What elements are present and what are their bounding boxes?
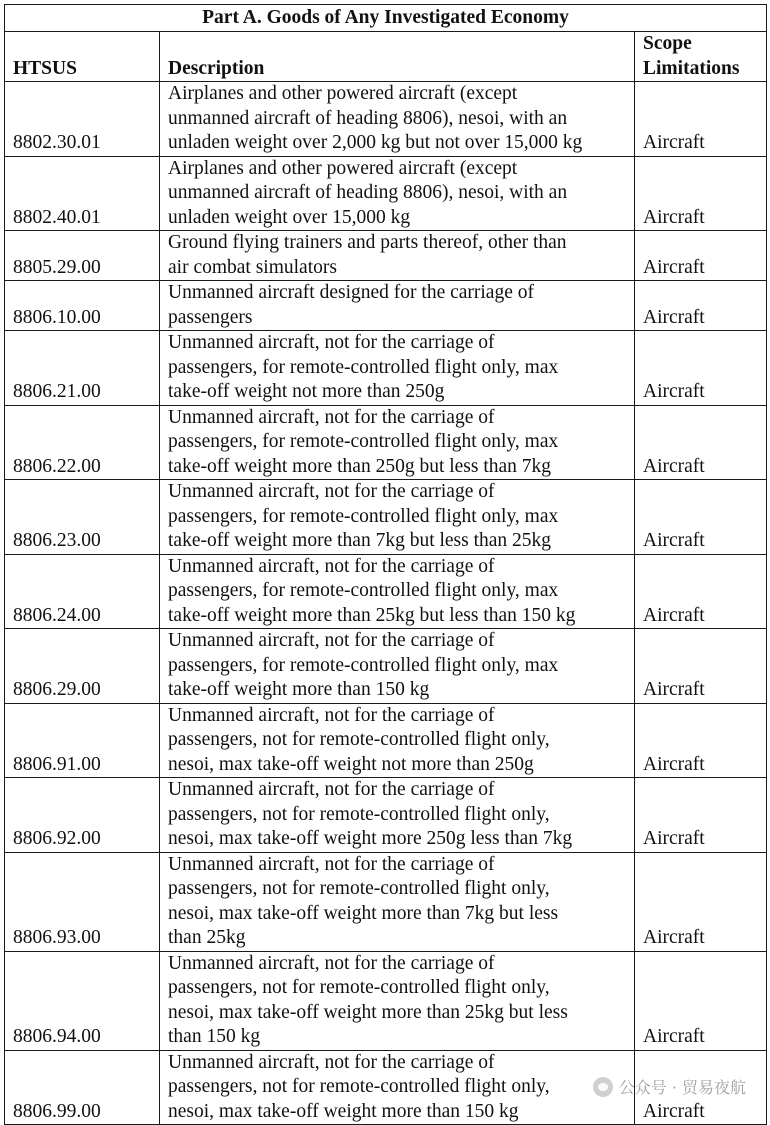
description-line: passengers, not for remote-controlled flight only, <box>168 878 550 899</box>
description-cell <box>160 778 635 853</box>
htsus-code: 8806.29.00 <box>5 629 160 704</box>
htsus-code: 8802.30.01 <box>5 82 160 157</box>
table-row <box>5 331 767 406</box>
description-line: passengers, for remote-controlled flight only, max <box>168 654 559 676</box>
description-line: Unmanned aircraft, not for the carriage of <box>168 853 495 875</box>
table-title: Part A. Goods of Any Investigated Economy <box>5 5 767 32</box>
description-line: Unmanned aircraft, not for the carriage of <box>168 1051 495 1073</box>
scope-limitation: Aircraft <box>635 156 767 231</box>
table-row <box>5 778 767 853</box>
description-cell <box>160 852 635 951</box>
scope-limitation: Aircraft <box>635 629 767 704</box>
description-cell <box>160 82 635 157</box>
description-cell <box>160 703 635 778</box>
description-line: Unmanned aircraft, not for the carriage of <box>168 555 495 577</box>
htsus-code: 8802.40.01 <box>5 156 160 231</box>
scope-limitation: Aircraft <box>635 852 767 951</box>
description-cell <box>160 156 635 231</box>
table-row <box>5 852 767 951</box>
description-cell <box>160 405 635 480</box>
description-line: nesoi, max take-off weight not more than 250g <box>168 753 534 775</box>
watermark-text: 公众号 · 贸易夜航 <box>618 1078 746 1097</box>
scope-limitation: Aircraft <box>635 703 767 778</box>
htsus-code: 8806.22.00 <box>5 405 160 480</box>
description-line: passengers <box>168 306 253 328</box>
scope-limitation: Aircraft <box>635 231 767 281</box>
description-line: passengers, for remote-controlled flight only, max <box>168 505 559 527</box>
description-line: Unmanned aircraft, not for the carriage of <box>168 952 495 974</box>
document-page <box>4 4 766 1125</box>
description-line: take-off weight more than 25kg but less than 150 kg <box>168 604 576 626</box>
scope-limitation: Aircraft <box>635 480 767 555</box>
htsus-code: 8806.99.00 <box>5 1050 160 1125</box>
wechat-icon <box>593 1077 613 1097</box>
description-line: nesoi, max take-off weight more than 25kg but less <box>168 1001 568 1023</box>
description-line: passengers, not for remote-controlled flight only, <box>168 803 550 825</box>
description-line: passengers, for remote-controlled flight only, max <box>168 580 559 601</box>
description-cell <box>160 1050 635 1125</box>
htsus-code: 8806.93.00 <box>5 852 160 951</box>
htsus-code: 8806.10.00 <box>5 281 160 331</box>
table-header-row <box>5 32 767 82</box>
scope-limitation: Aircraft <box>635 1050 767 1125</box>
description-line: Ground flying trainers and parts thereof, other than <box>168 232 567 253</box>
description-line: nesoi, max take-off weight more 250g less than 7kg <box>168 828 573 849</box>
description-cell <box>160 331 635 406</box>
description-line: passengers, not for remote-controlled flight only, <box>168 729 550 750</box>
description-cell <box>160 629 635 704</box>
description-cell <box>160 281 635 331</box>
htsus-code: 8806.24.00 <box>5 554 160 629</box>
htsus-code: 8805.29.00 <box>5 231 160 281</box>
table-row <box>5 405 767 480</box>
header-scope-limitations <box>635 32 767 82</box>
table-row <box>5 231 767 281</box>
description-line: take-off weight more than 250g but less than 7kg <box>168 455 552 477</box>
description-line: Unmanned aircraft, not for the carriage of <box>168 779 495 800</box>
header-description: Description <box>160 32 635 82</box>
description-line: Unmanned aircraft, not for the carriage of <box>168 406 495 428</box>
scope-limitation: Aircraft <box>635 554 767 629</box>
table-row <box>5 703 767 778</box>
header-scope-line2: Limitations <box>643 57 740 79</box>
description-cell <box>160 480 635 555</box>
description-line: than 25kg <box>168 927 246 948</box>
scope-limitation: Aircraft <box>635 951 767 1050</box>
description-cell <box>160 231 635 281</box>
htsus-code: 8806.94.00 <box>5 951 160 1050</box>
table-row <box>5 281 767 331</box>
htsus-code: 8806.91.00 <box>5 703 160 778</box>
description-line: take-off weight not more than 250g <box>168 381 445 402</box>
htsus-table <box>4 4 767 1125</box>
scope-limitation: Aircraft <box>635 405 767 480</box>
description-line: take-off weight more than 150 kg <box>168 679 430 700</box>
htsus-code: 8806.92.00 <box>5 778 160 853</box>
htsus-code: 8806.21.00 <box>5 331 160 406</box>
description-line: Airplanes and other powered aircraft (except <box>168 83 518 104</box>
header-scope-line1: Scope <box>643 33 692 54</box>
description-line: passengers, not for remote-controlled flight only, <box>168 1076 550 1097</box>
description-line: than 150 kg <box>168 1026 261 1047</box>
description-line: Airplanes and other powered aircraft (except <box>168 157 518 179</box>
scope-limitation: Aircraft <box>635 331 767 406</box>
description-cell <box>160 554 635 629</box>
description-line: passengers, for remote-controlled flight only, max <box>168 431 559 452</box>
description-line: unmanned aircraft of heading 8806), nesoi, with an <box>168 107 568 129</box>
description-line: unladen weight over 15,000 kg <box>168 206 411 228</box>
description-line: Unmanned aircraft, not for the carriage of <box>168 630 495 651</box>
table-row <box>5 156 767 231</box>
scope-limitation: Aircraft <box>635 281 767 331</box>
description-line: take-off weight more than 7kg but less than 25kg <box>168 530 552 551</box>
description-line: Unmanned aircraft, not for the carriage of <box>168 332 495 353</box>
table-row <box>5 554 767 629</box>
htsus-code: 8806.23.00 <box>5 480 160 555</box>
description-line: unladen weight over 2,000 kg but not over 15,000 kg <box>168 132 583 153</box>
table-row <box>5 629 767 704</box>
table-row <box>5 951 767 1050</box>
description-line: passengers, for remote-controlled flight only, max <box>168 356 559 378</box>
description-line: Unmanned aircraft, not for the carriage of <box>168 704 495 726</box>
scope-limitation: Aircraft <box>635 778 767 853</box>
description-line: nesoi, max take-off weight more than 150 kg <box>168 1100 519 1122</box>
description-line: air combat simulators <box>168 256 337 278</box>
description-line: nesoi, max take-off weight more than 7kg but less <box>168 902 559 924</box>
table-title-row <box>5 5 767 32</box>
description-line: unmanned aircraft of heading 8806), nesoi, with an <box>168 182 568 203</box>
description-line: passengers, not for remote-controlled flight only, <box>168 977 550 998</box>
description-line: Unmanned aircraft designed for the carriage of <box>168 282 534 303</box>
watermark <box>593 1075 746 1098</box>
description-cell <box>160 951 635 1050</box>
scope-limitation: Aircraft <box>635 82 767 157</box>
table-row <box>5 82 767 157</box>
table-row <box>5 480 767 555</box>
header-htsus: HTSUS <box>5 32 160 82</box>
description-line: Unmanned aircraft, not for the carriage of <box>168 481 495 502</box>
